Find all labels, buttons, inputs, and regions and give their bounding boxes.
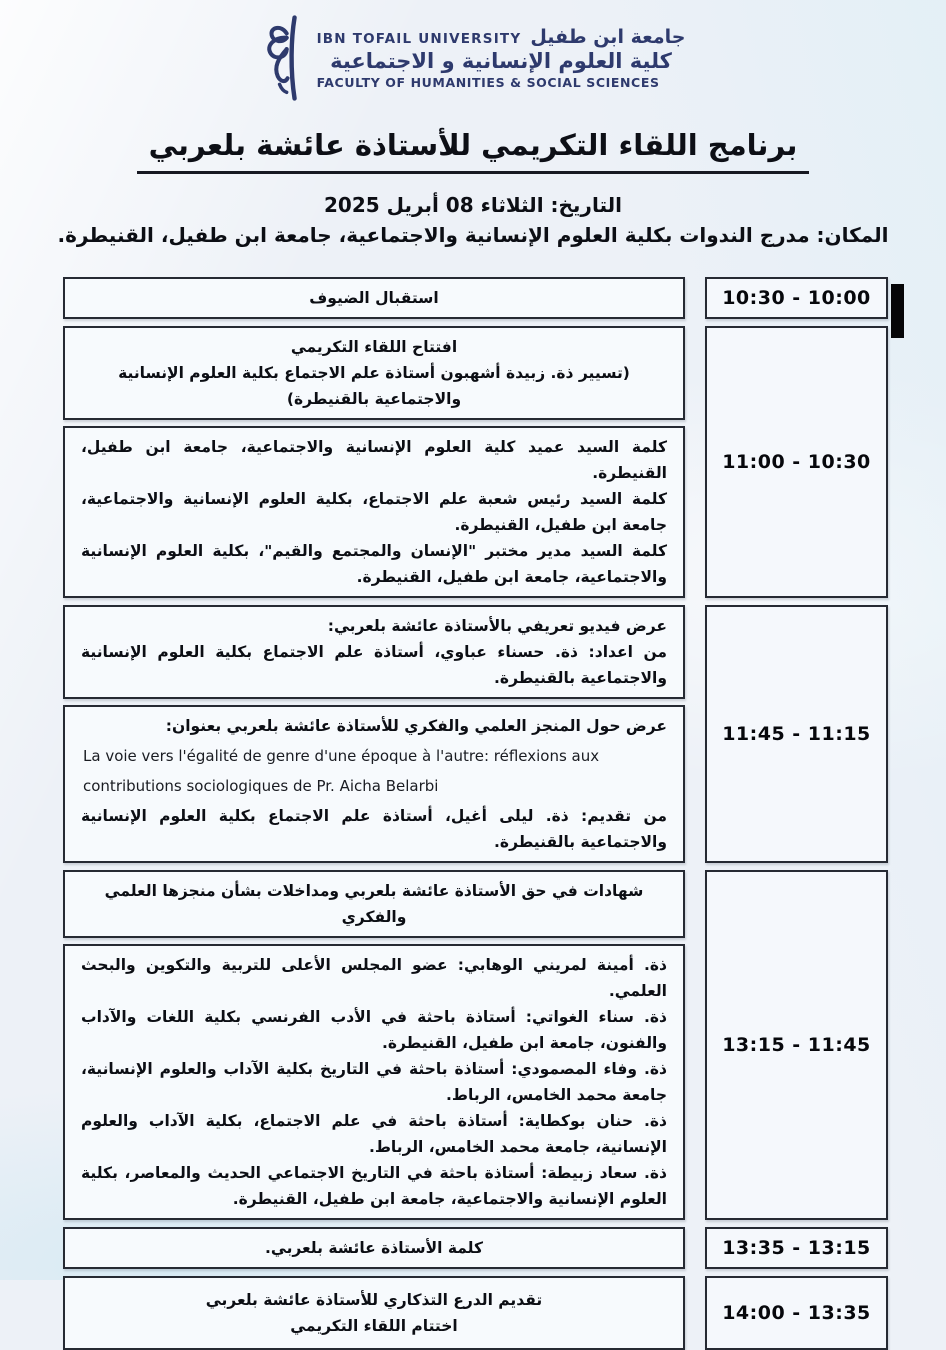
agenda-text: (تسيير ذة. زبيدة أشهبون أستاذة علم الاجتماع بكلية العلوم الإنسانية والاجتماعية بالقنيطرة) (118, 364, 630, 408)
agenda-box-lecture (63, 705, 685, 863)
agenda-text: افتتاح اللقاء التكريمي (290, 338, 458, 356)
lecture-title-french: La voie vers l'égalité de genre d'une époque à l'autre: réflexions aux contributions sociologiques de Pr. Aicha Belarbi (83, 747, 600, 795)
university-name-ar: جامعة ابن طفيل (530, 25, 686, 48)
university-name-en: IBN TOFAIL UNIVERSITY (316, 30, 522, 47)
university-logo-mark-icon (261, 14, 307, 102)
title-underline (137, 171, 809, 174)
time-cell: 11:00 - 10:30 (705, 326, 888, 598)
location-line: المكان: مدرج الندوات بكلية العلوم الإنسانية والاجتماعية، جامعة ابن طفيل، القنيطرة. (57, 223, 889, 247)
time-cell: 13:15 - 11:45 (705, 870, 888, 1220)
agenda-text: عرض فيديو تعريفي بالأستاذة عائشة بلعربي: (327, 617, 667, 635)
schedule-group-testimonials (63, 870, 888, 1220)
schedule-group-closing (63, 1276, 888, 1350)
agenda-box-testimonials-header (63, 870, 685, 938)
date-line: التاريخ: الثلاثاء 08 أبريل 2025 (324, 193, 622, 217)
scan-artifact-bar (891, 284, 904, 338)
agenda-box-closing (63, 1276, 685, 1350)
testimonial-item: ذة. سعاد زبيطة: أستاذة باحثة في التاريخ الاجتماعي الحديث والمعاصر، بكلية العلوم الإنسانية والاجتماعية، جامعة ابن طفيل، القنيطرة. (81, 1164, 667, 1208)
agenda-box-testimonials-list (63, 944, 685, 1220)
time-cell: 11:45 - 11:15 (705, 605, 888, 863)
schedule-group-opening (63, 326, 888, 598)
agenda-text: من اعداد: ذة. حسناء عباوي، أستاذة علم الاجتماع بكلية العلوم الإنسانية والاجتماعية بالقنيطرة. (81, 643, 667, 687)
university-logo (0, 0, 946, 102)
faculty-name-ar: كلية العلوم الإنسانية و الاجتماعية (330, 48, 672, 73)
agenda-text: كلمة السيد رئيس شعبة علم الاجتماع، بكلية العلوم الإنسانية والاجتماعية، جامعة ابن طفيل، القنيطرة. (81, 490, 667, 534)
agenda-text: كلمة الأستاذة عائشة بلعربي. (265, 1239, 483, 1257)
agenda-box-official-words (63, 426, 685, 598)
agenda-text: من تقديم: ذة. ليلى أغيل، أستاذة علم الاجتماع بكلية العلوم الإنسانية والاجتماعية بالقنيطرة. (81, 807, 667, 851)
schedule-group-reception (63, 277, 888, 319)
time-cell: 13:35 - 13:15 (705, 1227, 888, 1269)
schedule-group-presentation (63, 605, 888, 863)
time-cell: 10:30 - 10:00 (705, 277, 888, 319)
agenda-text: اختتام اللقاء التكريمي (290, 1317, 458, 1335)
agenda-box-video (63, 605, 685, 699)
agenda-text: عرض حول المنجز العلمي والفكري للأستاذة عائشة بلعربي بعنوان: (165, 717, 667, 735)
page-title: برنامج اللقاء التكريمي للأستاذة عائشة بلعربي (148, 128, 798, 162)
schedule-group-honoree-speech (63, 1227, 888, 1269)
testimonial-item: ذة. سناء الغواتي: أستاذة باحثة في الأدب الفرنسي بكلية اللغات والآداب والفنون، جامعة ابن طفيل، القنيطرة. (81, 1008, 667, 1052)
university-logo-text (317, 26, 686, 91)
agenda-box-opening (63, 326, 685, 420)
testimonial-item: ذة. وفاء المصمودي: أستاذة باحثة في التاريخ بكلية الآداب والعلوم الإنسانية، جامعة محمد الخامس، الرباط. (81, 1060, 667, 1104)
agenda-box-honoree-speech (63, 1227, 685, 1269)
testimonial-item: ذة. أمينة لمريني الوهابي: عضو المجلس الأعلى للتربية والتكوين والبحث العلمي. (81, 956, 667, 1000)
faculty-name-en: FACULTY OF HUMANITIES & SOCIAL SCIENCES (316, 74, 660, 90)
agenda-text: شهادات في حق الأستاذة عائشة بلعربي ومداخلات بشأن منجزها العلمي والفكري (104, 882, 644, 926)
schedule (63, 277, 888, 1350)
agenda-text: كلمة السيد عميد كلية العلوم الإنسانية والاجتماعية، جامعة ابن طفيل، القنيطرة. (81, 438, 667, 482)
testimonial-item: ذة. حنان بوكطاية: أستاذة باحثة في علم الاجتماع، بكلية الآداب والعلوم الإنسانية، جامعة محمد الخامس، الرباط. (81, 1112, 667, 1156)
time-cell: 14:00 - 13:35 (705, 1276, 888, 1350)
agenda-text: استقبال الضيوف (309, 289, 439, 307)
agenda-text: كلمة السيد مدير مختبر "الإنسان والمجتمع والقيم"، بكلية العلوم الإنسانية والاجتماعية، جامعة ابن طفيل، القنيطرة. (81, 542, 667, 586)
agenda-text: تقديم الدرع التذكاري للأستاذة عائشة بلعربي (205, 1291, 543, 1309)
agenda-box-reception (63, 277, 685, 319)
